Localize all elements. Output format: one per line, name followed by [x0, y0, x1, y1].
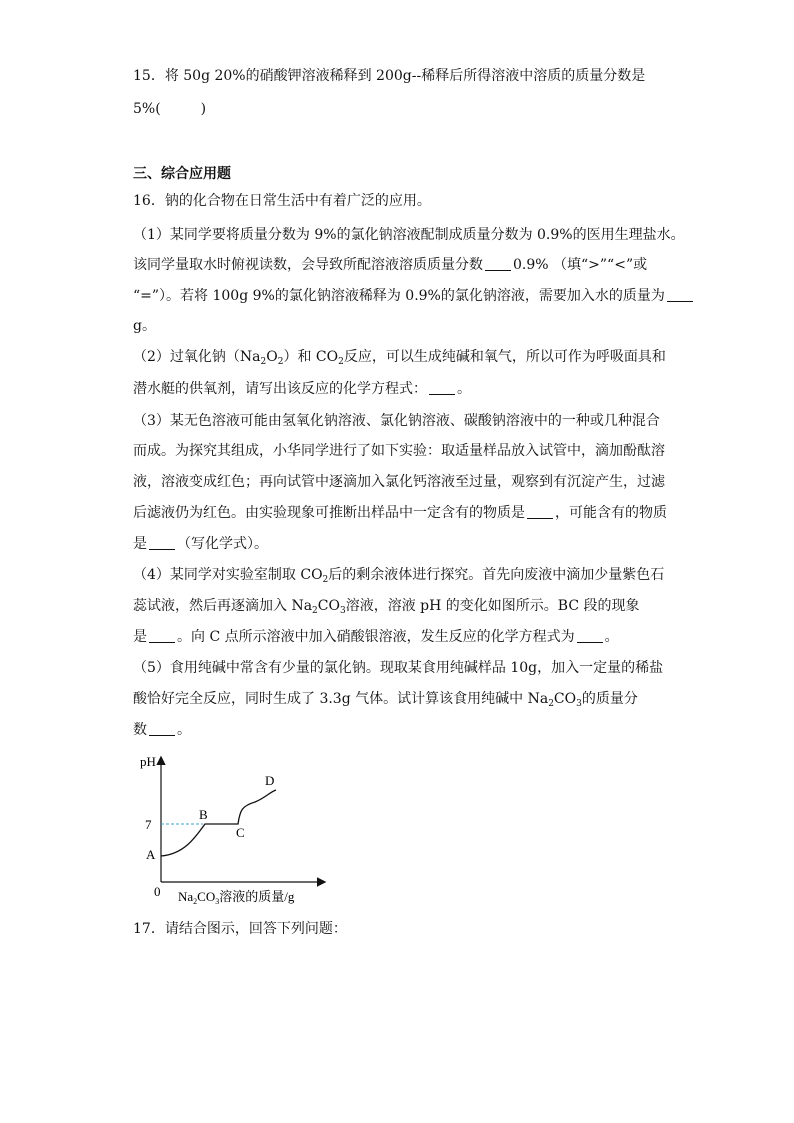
q16-stem: 16．钠的化合物在日常生活中有着广泛的应用。	[133, 193, 431, 209]
answer-blank[interactable]	[429, 380, 455, 395]
q16-p4-line1: （4）某同学对实验室制取 $CO_2$后的剩余液体进行探究。首先向废液中滴加少量紫色石	[133, 567, 665, 585]
q16-p1-line1: （1）某同学要将质量分数为 9%的氯化钠溶液配制成质量分数为 0.9%的医用生理盐水。	[133, 227, 685, 243]
q16-p3-line4: 后滤液仍为红色。由实验现象可推断出样品中一定含有的物质是 ，可能含有的物质	[133, 505, 667, 521]
y-axis-label: pH	[140, 754, 156, 769]
point-label-c: C	[236, 825, 245, 840]
point-label-b: B	[199, 807, 208, 822]
origin-label: 0	[154, 884, 161, 899]
x-axis-label: $Na_2CO_3$溶液的质量/g	[178, 889, 295, 906]
q15-answer-open: 5%(	[133, 101, 161, 117]
q16-p1-line4: g。	[133, 318, 156, 334]
q16-p3-line1: （3）某无色溶液可能由氢氧化钠溶液、氯化钠溶液、碳酸钠溶液中的一种或几种混合	[133, 413, 660, 429]
q15-answer-close: )	[200, 101, 207, 117]
q16-p4-line3: 是 。向 C 点所示溶液中加入硝酸银溶液，发生反应的化学方程式为 。	[133, 629, 619, 645]
q16-p2-line2: 潜水艇的供氧剂，请写出该反应的化学方程式： 。	[133, 381, 471, 397]
answer-blank[interactable]	[149, 721, 175, 736]
q15-line2	[133, 99, 206, 119]
q16-p2-line1: （2）过氧化钠$(Na_2O_2)$和 $CO_2$反应，可以生成纯碱和氧气，所以可作为呼吸面具和	[133, 349, 666, 367]
q16-p3-line2: 而成。为探究其组成，小华同学进行了如下实验：取适量样品放入试管中，滴加酚酞溶	[133, 443, 665, 459]
ph-curve	[161, 790, 276, 856]
q16-p1-line2: 该同学量取水时俯视读数，会导致所配溶液溶质质量分数 0.9% （填“>”“<”或	[133, 257, 648, 273]
ph-chart-svg	[140, 752, 340, 912]
q17-stem: 17．请结合图示，回答下列问题：	[133, 921, 347, 937]
q16-p3-line5: 是 （写化学式）。	[133, 536, 268, 552]
q15-line1: 15．将 50g 20%的硝酸钾溶液稀释到 200g--稀释后所得溶液中溶质的质量分数是	[133, 68, 646, 84]
q16-p5-line1: （5）食用纯碱中常含有少量的氯化钠。现取某食用纯碱样品 10g，加入一定量的稀盐	[133, 660, 664, 676]
q16-p1-line3: “=”）。若将 100g 9%的氯化钠溶液稀释为 0.9%的氯化钠溶液，需要加入水的质量为	[133, 286, 695, 306]
answer-blank[interactable]	[667, 287, 693, 302]
q16-p5-line3: 数 。	[133, 722, 191, 738]
section-title: 三、综合应用题	[133, 166, 231, 182]
point-label-d: D	[265, 773, 275, 788]
q16-p4-line2: 蕊试液，然后再逐滴加入 $Na_2CO_3$溶液，溶液 pH 的变化如图所示。BC 段的现象	[133, 598, 640, 616]
y-tick-7: 7	[145, 817, 152, 832]
answer-blank[interactable]	[149, 628, 175, 643]
answer-blank[interactable]	[149, 535, 175, 550]
ph-chart	[140, 752, 340, 916]
answer-blank[interactable]	[577, 628, 603, 643]
answer-blank[interactable]	[527, 504, 553, 519]
q16-p3-line3: 液，溶液变成红色；再向试管中逐滴加入氯化钙溶液至过量，观察到有沉淀产生，过滤	[133, 474, 665, 490]
q16-p5-line2: 酸恰好完全反应，同时生成了 3.3g 气体。试计算该食用纯碱中 $Na_2CO_3$的质量分	[133, 691, 638, 709]
point-label-a: A	[146, 847, 156, 862]
answer-blank[interactable]	[485, 256, 511, 271]
